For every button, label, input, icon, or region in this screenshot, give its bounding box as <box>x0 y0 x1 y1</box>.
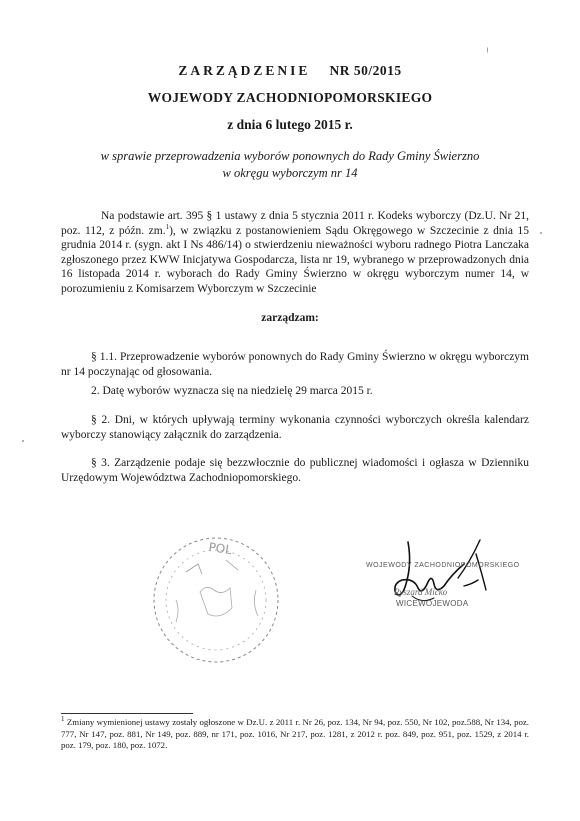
scan-speck <box>22 440 24 442</box>
title-word: ZARZĄDZENIE <box>178 63 311 78</box>
paragraph-3: § 3. Zarządzenie podaje się bezzwłocznie do publicznej wiadomości i ogłasza w Dzienniku Urzędowym Województwa Zachodniopomorskiego. <box>61 457 529 484</box>
paragraph-2: § 2. Dni, w których upływają terminy wykonania czynności wyborczych określa kalendarz wyborczy stanowiący załącznik do zarządzenia. <box>61 414 529 441</box>
document-date: z dnia 6 lutego 2015 r. <box>227 117 353 132</box>
handwritten-signature <box>352 534 522 624</box>
scan-speck <box>487 47 488 53</box>
signatory-role: WICEWOJEWODA <box>396 599 469 608</box>
footnote-text: Zmiany wymienionej ustawy zostały ogłoszone w Dz.U. z 2011 r. Nr 26, poz. 134, Nr 94, poz. 550, Nr 102, poz.588, Nr 134, poz. 777, Nr 147, poz. 881, Nr 149, poz. 889, nr 171, poz. 1016, Nr 217, poz. 1281, z 2012 r. poz. 849, poz. 951, poz. 1529, z 2014 r. poz. 179, poz. 180, poz. 1072. <box>61 717 529 751</box>
preamble-part-1: Na podstawie art. 395 § 1 ustawy z dnia 5 stycznia 2011 r. Kodeks wyborczy (Dz.U. Nr 21, poz. 112, z późn. zm. <box>61 210 529 237</box>
document-subject <box>0 148 580 182</box>
paragraph-1-1: § 1.1. Przeprowadzenie wyborów ponownych do Rady Gminy Świerzno w okręgu wyborczym nr 14 poczynając od głosowania. <box>61 351 529 378</box>
signatory-name: Ryszard Mićko <box>394 587 448 597</box>
subject-line-1: w sprawie przeprowadzenia wyborów ponownych do Rady Gminy Świerzno <box>100 149 480 163</box>
footnote-mark: 1 <box>61 715 65 724</box>
official-seal <box>146 530 286 670</box>
footnote-reference: 1 <box>165 222 170 231</box>
footnote <box>61 717 529 752</box>
seal-text: POL <box>207 539 233 558</box>
footnote-separator <box>61 713 193 714</box>
subject-line-2: w okręgu wyborczym nr 14 <box>222 166 358 180</box>
preamble-part-2: ), w związku z postanowieniem Sądu Okręgowego w Szczecinie z dnia 15 grudnia 2014 r. (sygn. akt I Ns 486/14) o stwierdzeniu nieważności wyboru radnego Piotra Lanczaka zgłoszonego przez KWW Inicjatywa Gospodarcza, lista nr 19, wybranego w przeprowadzonych dnia 16 listopada 2014 r. wyborach do Rady Gminy Świerzno w okręgu wyborczym numer 14, w porozumieniu z Komisarzem Wyborczym w Szczecinie <box>61 224 530 295</box>
paragraph-1-2: 2. Datę wyborów wyznacza się na niedzielę 29 marca 2015 r. <box>91 385 373 397</box>
preamble-paragraph <box>61 209 529 297</box>
decree-word: zarządzam: <box>261 312 319 324</box>
title-number: NR 50/2015 <box>329 63 402 78</box>
scan-speck <box>540 232 542 234</box>
document-title <box>0 63 580 79</box>
issuer-title: WOJEWODY ZACHODNIOPOMORSKIEGO <box>147 90 433 105</box>
signature-office-line: WOJEWODY ZACHODNIOPOMORSKIEGO <box>366 562 520 569</box>
